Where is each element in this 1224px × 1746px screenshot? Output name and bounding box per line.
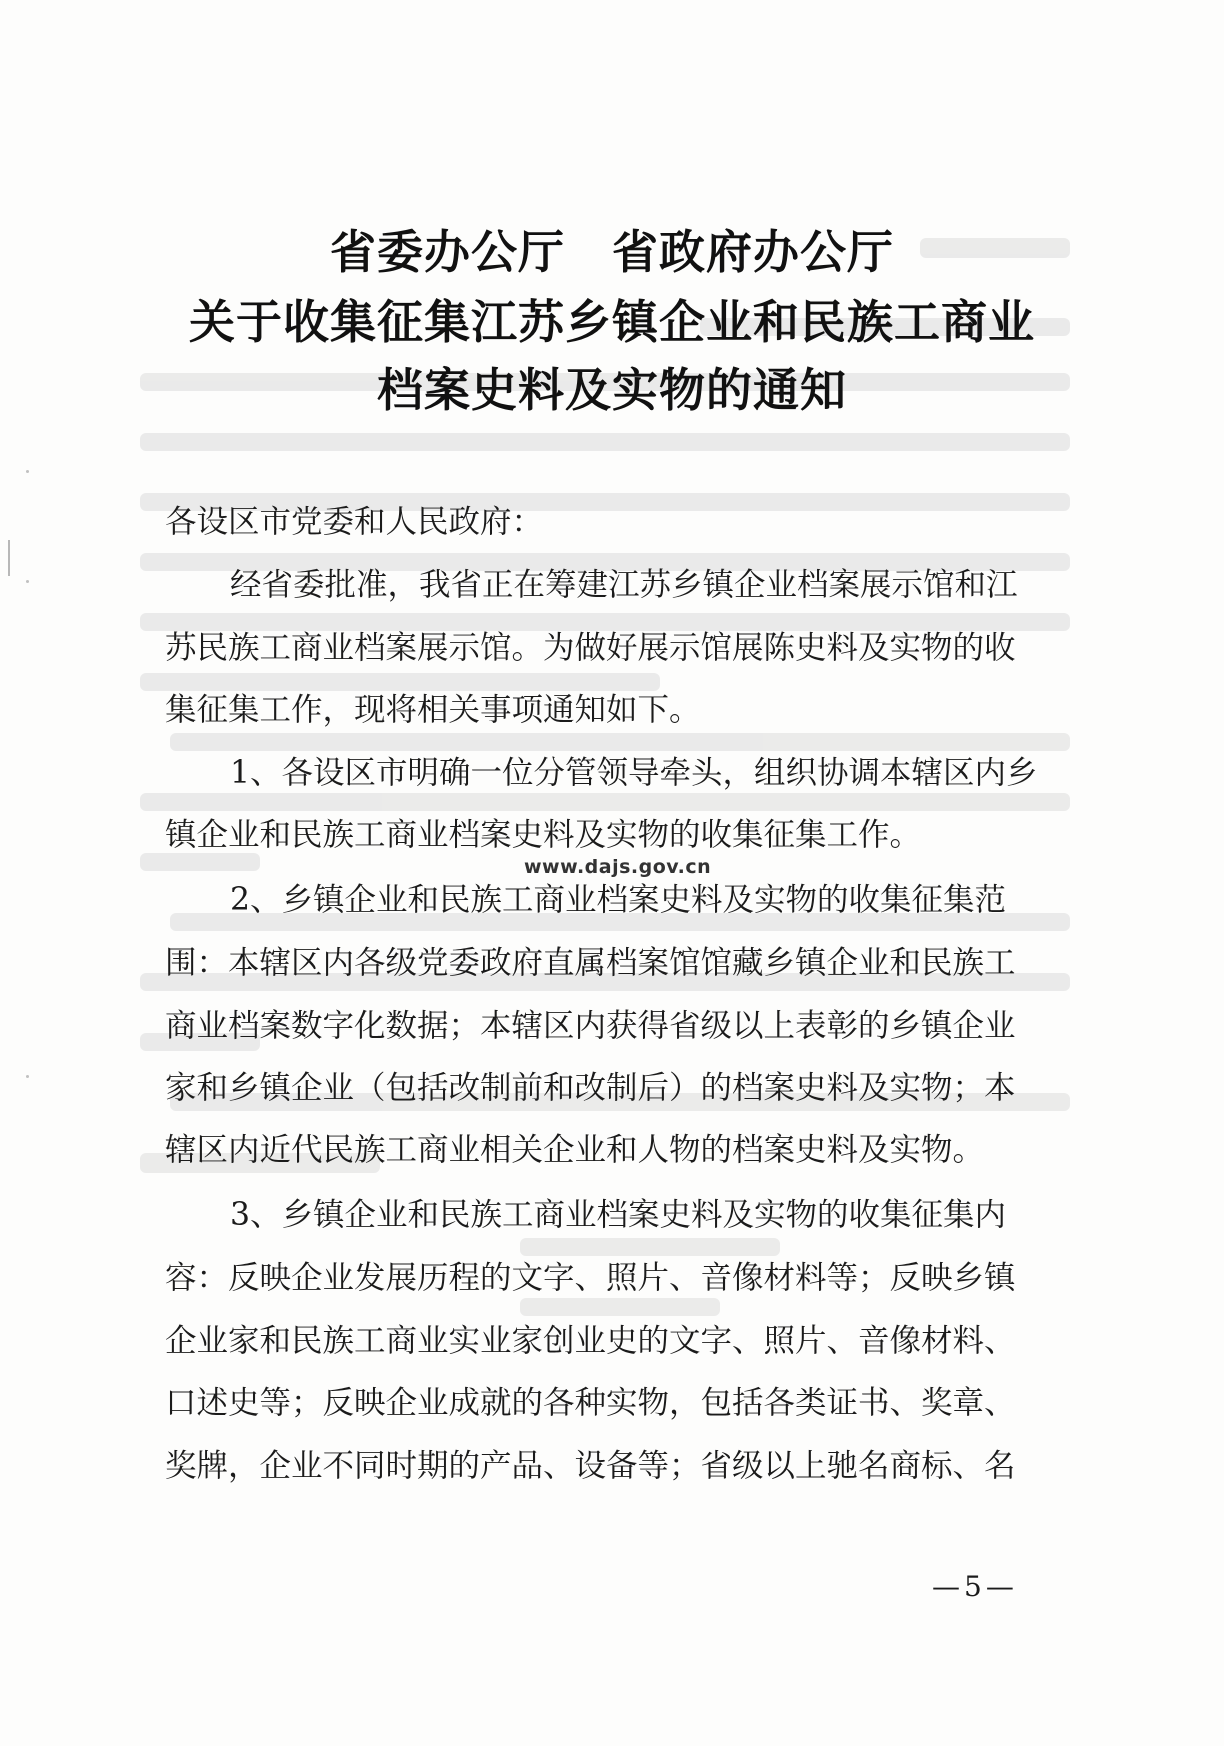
body-line: 3、乡镇企业和民族工商业档案史料及实物的收集征集内 [230,1197,1007,1233]
scan-speck [26,1075,29,1078]
notice-title-line-1: 省委办公厅 省政府办公厅 [330,225,894,279]
body-line: 辖区内近代民族工商业相关企业和人物的档案史料及实物。 [165,1132,985,1168]
body-line: 企业家和民族工商业实业家创业史的文字、照片、音像材料、 [165,1323,1016,1359]
body-line: 围：本辖区内各级党委政府直属档案馆馆藏乡镇企业和民族工 [165,945,1016,981]
body-line: 苏民族工商业档案展示馆。为做好展示馆展陈史料及实物的收 [165,630,1016,666]
salutation: 各设区市党委和人民政府： [165,504,544,540]
scan-speck [26,580,29,583]
body-line: 家和乡镇企业（包括改制前和改制后）的档案史料及实物；本 [165,1070,1016,1106]
scan-speck [26,470,29,473]
body-line: 经省委批准，我省正在筹建江苏乡镇企业档案展示馆和江 [230,567,1018,603]
body-line: 2、乡镇企业和民族工商业档案史料及实物的收集征集范 [230,882,1007,918]
notice-title-line-2: 关于收集征集江苏乡镇企业和民族工商业 [189,295,1035,349]
page-number: —5— [932,1570,1018,1603]
notice-title-line-3: 档案史料及实物的通知 [377,363,847,417]
body-line: 商业档案数字化数据；本辖区内获得省级以上表彰的乡镇企业 [165,1008,1016,1044]
body-line: 集征集工作，现将相关事项通知如下。 [165,692,701,728]
body-line: 口述史等；反映企业成就的各种实物，包括各类证书、奖章、 [165,1385,1016,1421]
site-watermark: www.dajs.gov.cn [524,856,712,878]
body-line: 奖牌，企业不同时期的产品、设备等；省级以上驰名商标、名 [165,1448,1016,1484]
body-line: 镇企业和民族工商业档案史料及实物的收集征集工作。 [165,817,922,853]
body-line: 容：反映企业发展历程的文字、照片、音像材料等；反映乡镇 [165,1260,1016,1296]
scan-edge-mark [8,540,10,576]
body-line: 1、各设区市明确一位分管领导牵头，组织协调本辖区内乡 [230,755,1038,791]
